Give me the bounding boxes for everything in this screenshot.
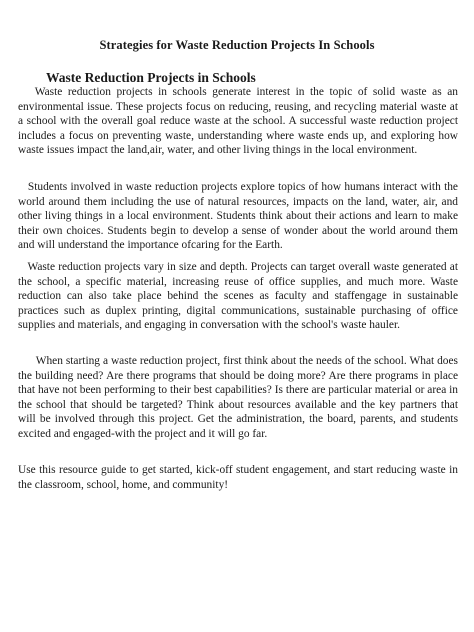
paragraph-text: When starting a waste reduction project, first think about the needs of the school. What does the building need? Are there programs that should be doing more? Are there programs in place that have not been performing to their best capabilities? Is there are particular material or area in the school that should be targeted? Think about resources available and the key partners that will be involved through this project. Get the administration, the board, parents, and students excited and engaged-with the project and it will go far.	[18, 355, 461, 440]
paragraph-text: Students involved in waste reduction projects explore topics of how humans interact with the world around them including the use of natural resources, impacts on the land, water, air, and other living things in a local environment. Students think about their actions and learn to make their own choices. Students begin to develop a sense of wonder about the world around them and will understand the importance ofcaring for the Earth.	[18, 181, 461, 252]
paragraph-students	[18, 180, 461, 253]
paragraph-closing	[18, 463, 461, 492]
paragraph-text: Use this resource guide to get started, kick-off student engagement, and start reducing waste in the classroom, school, home, and community!	[18, 464, 461, 491]
paragraph-text: Waste reduction projects in schools generate interest in the topic of solid waste as an environmental issue. These projects focus on reducing, reusing, and recycling material waste at a school with the overall goal reduce waste at the school. A successful waste reduction project includes a focus on preventing waste, understanding where waste ends up, and exploring how waste issues impact the land,air, water, and other living things in the local environment.	[18, 86, 461, 157]
paragraph-project-scope	[18, 260, 461, 333]
paragraph-text: Waste reduction projects vary in size and depth. Projects can target overall waste generated at the school, a specific material, increasing reuse of office supplies, and much more. Waste reduction can also take place behind the scenes as faculty and staffengage in sustainable practices such as duplex printing, digital communications, sustainable purchasing of office supplies and materials, and engaging in conversation with the school's waste hauler.	[18, 261, 461, 332]
document-title: Strategies for Waste Reduction Projects In Schools	[99, 38, 375, 52]
paragraph-intro	[18, 85, 461, 158]
paragraph-getting-started	[18, 354, 461, 442]
section-heading: Waste Reduction Projects in Schools	[46, 70, 256, 85]
